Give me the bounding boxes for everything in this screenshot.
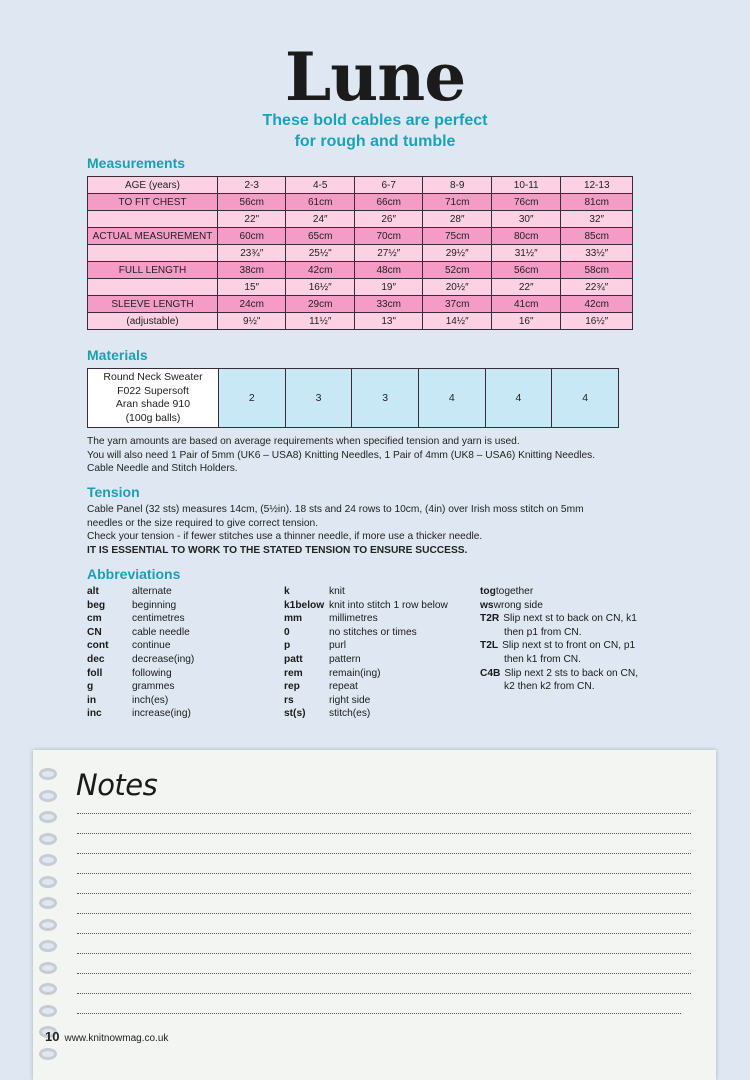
measurement-value: 22" [218,211,286,228]
notes-line[interactable] [77,833,691,834]
measurement-value: 37cm [423,296,491,313]
abbreviation-item [480,599,638,613]
abbreviation-item [480,585,638,599]
subtitle-line: These bold cables are perfect [262,112,488,129]
measurement-value: 12-13 [561,177,633,194]
abbreviation-meaning: centimetres [132,613,185,625]
abbreviation-key: in [87,694,97,706]
notes-line[interactable] [77,1013,681,1014]
measurement-value: 29cm [286,296,354,313]
measurement-value: 19″ [354,279,422,296]
abbreviation-key: g [87,681,94,693]
abbreviation-item [87,585,194,599]
measurement-value: 52cm [423,262,491,279]
measurement-label: FULL LENGTH [88,262,218,279]
notes-line[interactable] [77,973,691,974]
measurement-value: 16" [491,313,561,330]
yarn-quantity: 4 [418,369,485,428]
abbreviation-item [480,667,638,681]
binder-ring-icon [39,876,57,888]
measurement-value: 24″ [286,211,354,228]
abbreviations-heading: Abbreviations [87,566,181,582]
measurement-value: 75cm [423,228,491,245]
measurement-row [88,177,633,194]
page-number: 10 [45,1029,60,1044]
footer-url[interactable]: www.knitnowmag.co.uk [64,1033,169,1044]
tension-line: Check your tension - if fewer stitches use a thinner needle, if more use a thicker needle. [87,531,483,543]
abbreviation-item [87,599,194,613]
yarn-line: Round Neck Sweater [103,371,203,383]
measurement-label: AGE (years) [88,177,218,194]
notes-line[interactable] [77,953,691,954]
abbreviation-key: ws [480,599,494,611]
measurement-value: 28″ [423,211,491,228]
binder-ring-icon [39,811,57,823]
abbreviation-key: cm [87,613,102,625]
abbreviation-item [284,599,448,613]
measurement-row [88,228,633,245]
measurement-value: 10-11 [491,177,561,194]
measurement-value: 27½″ [354,245,422,262]
abbreviation-meaning: wrong side [493,599,543,611]
measurement-value: 22″ [491,279,561,296]
measurement-value: 71cm [423,194,491,211]
tension-emphasis: IT IS ESSENTIAL TO WORK TO THE STATED TENSION TO ENSURE SUCCESS. [87,544,468,556]
abbreviation-key: C4B [480,667,501,679]
binder-ring-icon [39,940,57,952]
measurement-value: 56cm [491,262,561,279]
measurement-value: 11½″ [286,313,354,330]
abbreviation-item [284,680,448,694]
abbreviation-meaning: knit [329,586,345,597]
measurement-value: 38cm [218,262,286,279]
measurement-value: 24cm [218,296,286,313]
binder-ring-icon [39,962,57,974]
abbreviation-item [480,612,638,626]
abbreviation-key: p [284,640,291,652]
measurement-value: 33cm [354,296,422,313]
measurement-value: 8-9 [423,177,491,194]
yarn-quantity: 4 [552,369,619,428]
measurements-table [87,176,633,330]
measurement-value: 32″ [561,211,633,228]
measurement-value: 41cm [491,296,561,313]
materials-note: The yarn amounts are based on average requirements when specified tension and yarn is used. [87,436,520,447]
measurement-label [88,245,218,262]
measurement-value: 65cm [286,228,354,245]
measurement-value: 85cm [561,228,633,245]
measurement-value: 31½″ [491,245,561,262]
measurement-value: 58cm [561,262,633,279]
page-footer [45,1029,168,1044]
measurement-label: ACTUAL MEASUREMENT [88,228,218,245]
measurement-value: 48cm [354,262,422,279]
notes-line[interactable] [77,993,691,994]
abbreviation-item [87,639,194,653]
abbreviation-meaning: knit into stitch 1 row below [329,599,448,611]
measurement-value: 6-7 [354,177,422,194]
measurement-label: TO FIT CHEST [88,194,218,211]
yarn-quantity: 2 [219,369,286,428]
measurement-value: 22¾″ [561,279,633,296]
pattern-subtitle [0,110,750,152]
notes-line[interactable] [77,933,691,934]
materials-note: You will also need 1 Pair of 5mm (UK6 – USA8) Knitting Needles, 1 Pair of 4mm (UK8 – USA6) Knitting Needles. Cable Needle and Stitch Holders. [87,449,596,475]
measurement-row [88,279,633,296]
measurement-value: 23¾″ [218,245,286,262]
binder-ring-icon [39,768,57,780]
binder-ring-icon [39,854,57,866]
abbreviation-meaning: following [132,667,172,679]
tension-text [87,503,617,557]
notes-line[interactable] [77,913,691,914]
abbreviation-key: 0 [284,626,290,638]
abbreviation-continuation: k2 then k2 from CN. [504,681,595,693]
abbreviation-meaning: alternate [132,586,172,597]
abbreviation-meaning: together [495,586,534,597]
measurement-value: 30″ [491,211,561,228]
abbreviation-item [284,585,448,599]
abbreviation-key: rs [284,694,294,706]
measurement-value: 42cm [561,296,633,313]
binder-ring-icon [39,1048,57,1060]
abbreviation-item [284,612,448,626]
measurement-value: 56cm [218,194,286,211]
abbreviation-key: k [284,586,290,597]
yarn-line: Aran shade 910 [115,398,191,410]
abbreviation-key: rep [284,681,300,693]
binder-ring-icon [39,983,57,995]
abbreviation-key: T2R [480,613,500,625]
abbreviation-meaning: repeat [329,681,358,693]
materials-table [87,368,619,428]
abbreviation-item [87,626,194,640]
abbreviation-key: foll [87,667,103,679]
abbreviations-column-2 [284,585,448,721]
measurement-label [88,279,218,296]
yarn-description [88,369,219,428]
abbreviation-meaning: Slip next st to front on CN, p1 [502,640,636,652]
measurement-value: 42cm [286,262,354,279]
yarn-line: (100g balls) [125,411,181,424]
yarn-quantity: 3 [352,369,419,428]
measurement-value: 33½″ [561,245,633,262]
abbreviation-item [284,707,448,721]
notes-line[interactable] [77,853,691,854]
abbreviation-meaning: purl [329,640,346,652]
abbreviation-item [87,707,194,721]
abbreviation-key: tog [480,586,496,597]
measurement-value: 13" [354,313,422,330]
measurement-row [88,262,633,279]
abbreviation-key: inc [87,708,102,720]
abbreviation-meaning: inch(es) [132,694,169,706]
measurement-row [88,313,633,330]
tension-heading: Tension [87,484,140,500]
abbreviation-meaning: cable needle [132,626,190,638]
measurements-heading: Measurements [87,155,186,171]
abbreviation-item [87,612,194,626]
abbreviation-key: patt [284,653,303,665]
abbreviation-key: alt [87,586,99,597]
binder-ring-icon [39,919,57,931]
abbreviation-key: rem [284,667,303,679]
abbreviations-column-3 [480,585,638,694]
abbreviation-meaning: grammes [132,681,175,693]
measurement-row [88,194,633,211]
measurement-value: 76cm [491,194,561,211]
measurement-value: 70cm [354,228,422,245]
yarn-line: F022 Supersoft [117,384,189,397]
measurement-value: 2-3 [218,177,286,194]
abbreviation-key: dec [87,653,105,665]
measurement-value: 4-5 [286,177,354,194]
abbreviation-item [87,680,194,694]
measurement-value: 16½″ [561,313,633,330]
abbreviation-key: beg [87,599,106,611]
yarn-quantity: 4 [485,369,552,428]
measurement-label: (adjustable) [88,313,218,330]
materials-heading: Materials [87,347,148,363]
measurement-value: 81cm [561,194,633,211]
measurement-value: 14½″ [423,313,491,330]
abbreviation-item [284,639,448,653]
abbreviation-meaning: stitch(es) [329,708,371,720]
measurement-value: 66cm [354,194,422,211]
measurement-value: 61cm [286,194,354,211]
subtitle-line: for rough and tumble [294,133,456,150]
measurement-value: 15″ [218,279,286,296]
abbreviation-key: st(s) [284,708,306,720]
abbreviation-meaning: Slip next 2 sts to back on CN, [504,667,639,679]
abbreviation-meaning: no stitches or times [329,626,417,638]
abbreviation-item [284,667,448,681]
measurement-value: 80cm [491,228,561,245]
abbreviation-meaning: millimetres [329,613,378,625]
yarn-quantity: 3 [285,369,352,428]
abbreviations-column-1 [87,585,194,721]
abbreviation-meaning: right side [329,694,371,706]
abbreviation-key: k1below [284,599,325,611]
measurement-row [88,296,633,313]
abbreviation-meaning: beginning [132,599,177,611]
binder-ring-icon [39,790,57,802]
abbreviation-meaning: pattern [329,653,361,665]
measurement-label: SLEEVE LENGTH [88,296,218,313]
tension-line: Cable Panel (32 sts) measures 14cm, (5½in). 18 sts and 24 rows to 10cm, (4in) over Irish moss stitch on 5mm needles or the size required to give correct tension. [87,504,584,529]
abbreviation-meaning: continue [132,640,171,652]
binder-ring-icon [39,897,57,909]
abbreviation-item [480,639,638,653]
abbreviation-key: T2L [480,640,499,652]
materials-row [88,369,619,428]
pattern-title: Lune [284,38,466,116]
notes-title: Notes [76,768,158,802]
abbreviation-meaning: remain(ing) [329,667,381,679]
notes-line[interactable] [77,893,691,894]
measurement-value: 25½" [286,245,354,262]
materials-notes [87,435,617,476]
measurement-value: 20½″ [423,279,491,296]
abbreviation-item [284,653,448,667]
abbreviation-item [87,694,194,708]
measurement-row [88,245,633,262]
notes-line[interactable] [77,813,691,814]
abbreviation-meaning: Slip next st to back on CN, k1 [503,613,637,625]
measurement-label [88,211,218,228]
abbreviation-key: mm [284,613,303,625]
abbreviation-item [284,694,448,708]
abbreviation-item [87,667,194,681]
measurement-value: 26″ [354,211,422,228]
abbreviation-meaning: increase(ing) [132,708,191,720]
abbreviation-continuation: then k1 from CN. [504,653,581,665]
abbreviation-item [87,653,194,667]
binder-ring-icon [39,833,57,845]
notes-line[interactable] [77,873,691,874]
measurement-value: 29½″ [423,245,491,262]
measurement-value: 16½″ [286,279,354,296]
abbreviation-item [284,626,448,640]
abbreviation-continuation: then p1 from CN. [504,626,582,638]
measurement-row [88,211,633,228]
measurement-value: 9½" [218,313,286,330]
abbreviation-key: cont [87,640,109,652]
binder-ring-icon [39,1005,57,1017]
abbreviation-key: CN [87,626,102,638]
measurement-value: 60cm [218,228,286,245]
abbreviation-meaning: decrease(ing) [132,653,195,665]
